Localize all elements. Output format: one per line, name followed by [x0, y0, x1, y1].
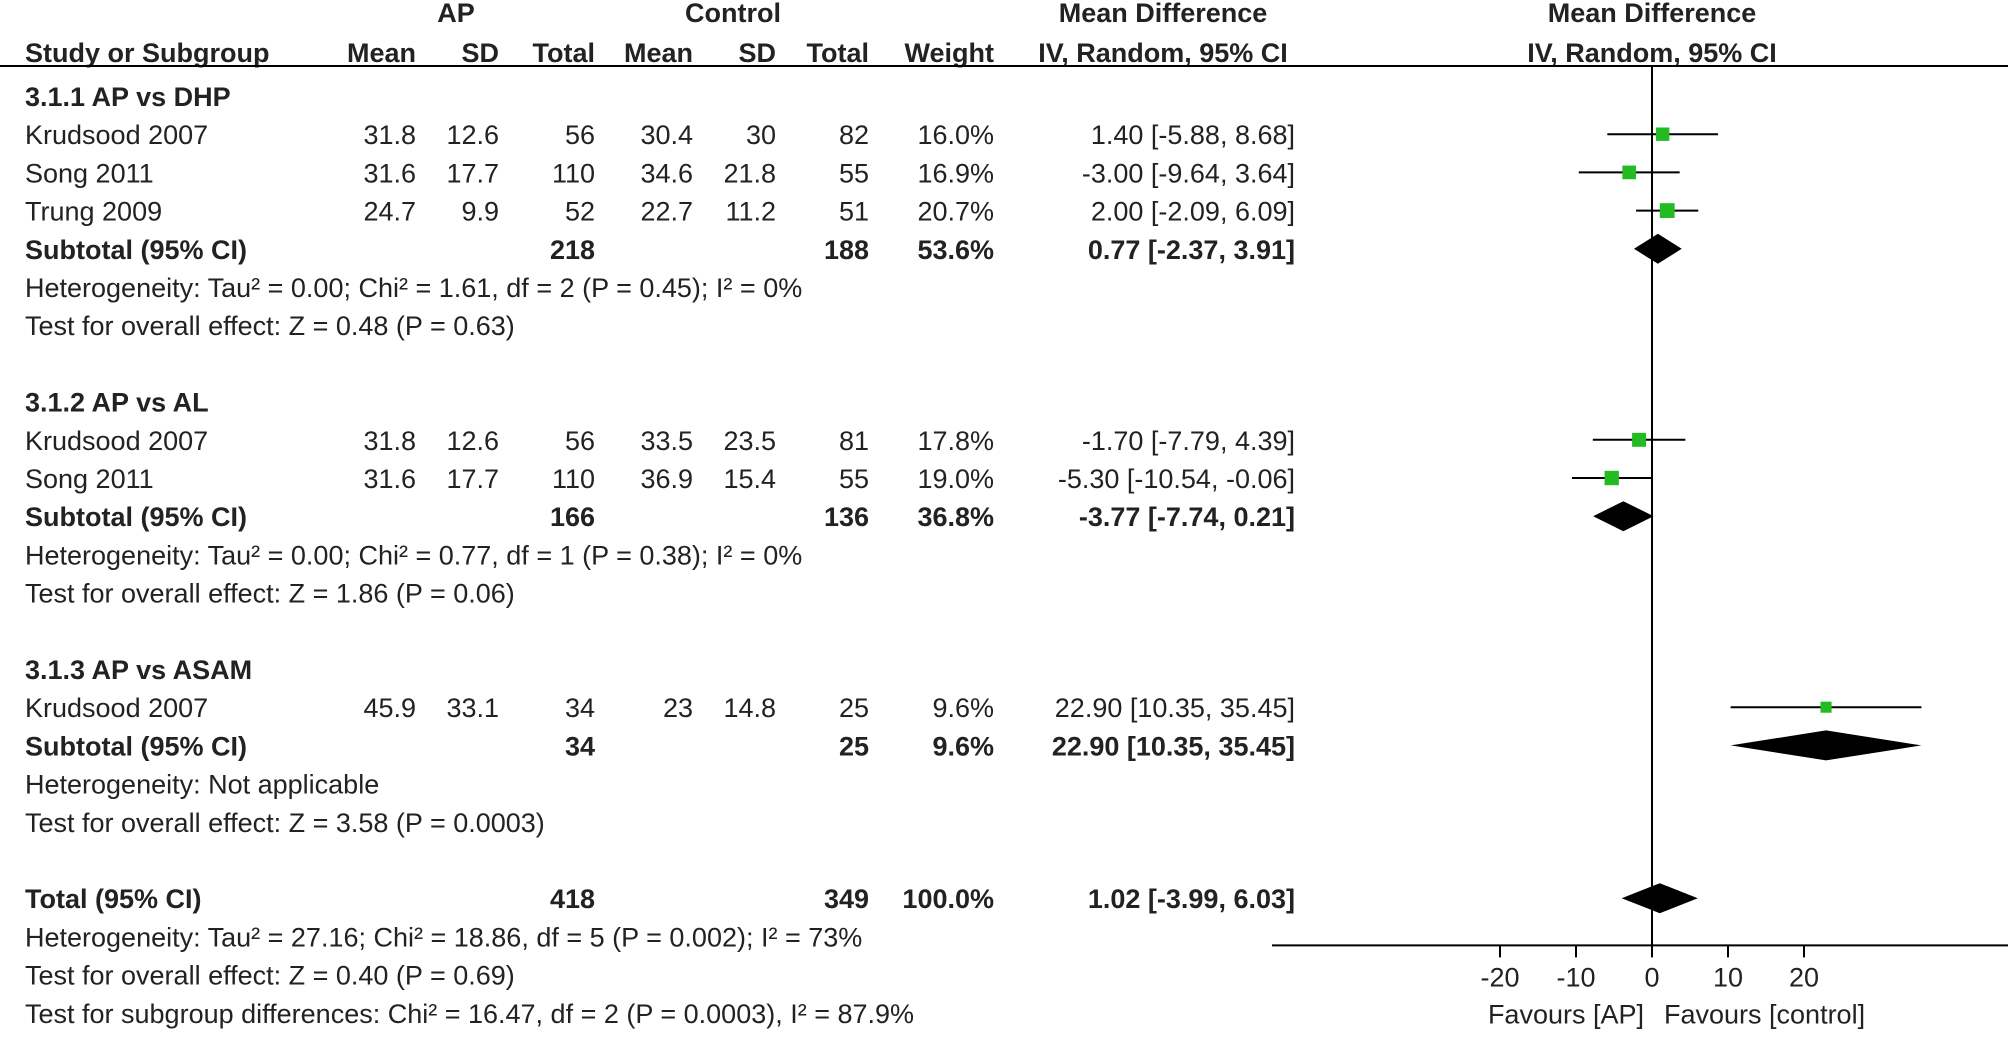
mean-control-cell: 30.4 [640, 120, 693, 151]
total-control-cell: 55 [838, 464, 869, 494]
mean-control-cell: 36.9 [640, 464, 693, 494]
ci-cell: 1.40 [-5.88, 8.68] [1090, 120, 1295, 151]
ci-cell: 22.90 [10.35, 35.45] [1051, 731, 1295, 762]
sd-ap-cell: 33.1 [446, 693, 499, 724]
study-label: Krudsood 2007 [25, 120, 209, 151]
weight-cell: 20.7% [917, 196, 994, 227]
weight-cell: 19.0% [917, 464, 994, 494]
total-ap-cell: 56 [564, 425, 595, 456]
ci-cell: 22.90 [10.35, 35.45] [1054, 693, 1295, 724]
note-text: Test for overall effect: Z = 0.48 (P = 0.63) [25, 311, 515, 342]
table-rows [25, 82, 1295, 1029]
total-control-cell: 81 [838, 425, 869, 456]
pooled-diamond [1593, 501, 1653, 531]
table-row-study [25, 426, 1295, 456]
study-label: Subtotal (95% CI) [25, 234, 248, 265]
note-text: Test for overall effect: Z = 3.58 (P = 0.0003) [25, 807, 545, 838]
sd-ap-cell: 17.7 [446, 158, 499, 189]
sd-control-cell: 14.8 [723, 693, 776, 724]
effect-square [1605, 471, 1619, 485]
study-label: Krudsood 2007 [25, 693, 209, 724]
mean-ap-cell: 31.8 [363, 425, 416, 456]
total-ap-cell: 52 [564, 196, 595, 227]
total-control-cell: 25 [838, 731, 869, 762]
ci-cell: 2.00 [-2.09, 6.09] [1090, 196, 1295, 227]
study-label: Krudsood 2007 [25, 425, 209, 456]
mean-control-cell: 34.6 [640, 158, 693, 189]
header-md-title: Mean Difference [1058, 0, 1268, 28]
x-tick-label: 20 [1788, 962, 1820, 993]
total-control-cell: 349 [823, 884, 869, 915]
ci-cell: -1.70 [-7.79, 4.39] [1081, 425, 1295, 456]
weight-cell: 17.8% [917, 425, 994, 456]
header-plot-title: Mean Difference [1547, 0, 1757, 28]
header-group-ap: AP [437, 0, 475, 28]
table-row-group [25, 388, 209, 418]
sd-control-cell: 11.2 [725, 196, 776, 227]
effect-square [1656, 128, 1669, 141]
note-text: Heterogeneity: Tau² = 27.16; Chi² = 18.86, df = 5 (P = 0.002); I² = 73% [25, 922, 863, 953]
x-tick-label: -20 [1480, 962, 1520, 993]
total-control-cell: 55 [838, 158, 869, 189]
header-sd-control: SD [738, 38, 776, 68]
favours-left-label: Favours [AP] [1487, 999, 1644, 1030]
x-tick-label: -10 [1556, 962, 1596, 993]
total-ap-cell: 34 [564, 693, 595, 724]
mean-control-cell: 33.5 [640, 425, 693, 456]
weight-cell: 16.9% [917, 158, 994, 189]
header-mean-control: Mean [623, 38, 693, 68]
mean-ap-cell: 31.8 [363, 120, 416, 151]
mean-control-cell: 22.7 [640, 196, 693, 227]
mean-ap-cell: 31.6 [363, 464, 416, 494]
study-label: Total (95% CI) [25, 884, 202, 915]
sd-control-cell: 23.5 [723, 425, 776, 456]
note-text: Heterogeneity: Tau² = 0.00; Chi² = 1.61, df = 2 (P = 0.45); I² = 0% [25, 273, 803, 303]
weight-cell: 36.8% [917, 502, 994, 533]
sd-control-cell: 15.4 [723, 464, 776, 494]
weight-cell: 16.0% [917, 120, 994, 151]
ci-cell: 0.77 [-2.37, 3.91] [1087, 234, 1295, 265]
x-tick-label: 0 [1644, 962, 1660, 993]
effect-square [1821, 702, 1832, 713]
total-ap-cell: 110 [551, 464, 595, 494]
sd-ap-cell: 12.6 [446, 120, 499, 151]
weight-cell: 53.6% [917, 234, 994, 265]
total-control-cell: 82 [838, 120, 869, 151]
mean-control-cell: 23 [662, 693, 693, 724]
header-group-control: Control [685, 0, 781, 28]
sd-ap-cell: 17.7 [446, 464, 499, 494]
table-row-study [25, 464, 1295, 494]
mean-ap-cell: 31.6 [363, 158, 416, 189]
effect-square [1622, 166, 1636, 180]
table-row-note [25, 770, 379, 800]
pooled-diamond [1731, 730, 1922, 760]
table-row-note [25, 273, 802, 303]
note-text: Test for overall effect: Z = 1.86 (P = 0.06) [25, 578, 515, 609]
total-ap-cell: 166 [549, 502, 595, 533]
weight-cell: 100.0% [902, 884, 994, 915]
weight-cell: 9.6% [932, 693, 994, 724]
weight-cell: 9.6% [932, 731, 994, 762]
study-label: Subtotal (95% CI) [25, 502, 248, 533]
pooled-diamond [1634, 234, 1682, 264]
table-row-note [25, 808, 545, 838]
total-control-cell: 188 [823, 234, 869, 265]
study-label: 3.1.1 AP vs DHP [25, 82, 231, 112]
header-sd-ap: SD [461, 38, 499, 68]
sd-ap-cell: 9.9 [461, 196, 499, 227]
mean-ap-cell: 45.9 [363, 693, 416, 724]
header-plot-method: IV, Random, 95% CI [1527, 38, 1777, 68]
total-ap-cell: 418 [549, 884, 595, 915]
table-row-subtotal [25, 235, 1295, 265]
table-row-subtotal [25, 731, 1295, 761]
effect-square [1660, 203, 1675, 218]
header-mean-ap: Mean [346, 38, 416, 68]
table-row-total [25, 884, 1295, 914]
plot-area [1272, 66, 2008, 1029]
table-row-subtotal [25, 502, 1295, 532]
header-total-control: Total [806, 38, 869, 68]
table-row-note [25, 579, 515, 609]
total-control-cell: 25 [838, 693, 869, 724]
table-row-study [25, 197, 1295, 227]
study-label: 3.1.2 AP vs AL [25, 387, 209, 418]
total-control-cell: 136 [823, 502, 869, 533]
study-label: Trung 2009 [25, 196, 163, 227]
ci-cell: -3.77 [-7.74, 0.21] [1078, 502, 1295, 533]
note-text: Test for overall effect: Z = 0.40 (P = 0.69) [25, 960, 515, 991]
note-text: Test for subgroup differences: Chi² = 16.47, df = 2 (P = 0.0003), I² = 87.9% [25, 998, 915, 1029]
table-row-note [25, 311, 515, 341]
table-row-study [25, 120, 1295, 150]
total-ap-cell: 56 [564, 120, 595, 151]
total-ap-cell: 218 [549, 234, 595, 265]
table-row-group [25, 655, 252, 685]
ci-cell: 1.02 [-3.99, 6.03] [1087, 884, 1295, 915]
header-study: Study or Subgroup [25, 38, 270, 68]
header-total-ap: Total [532, 38, 595, 68]
table-row-note [25, 540, 802, 570]
sd-ap-cell: 12.6 [446, 425, 499, 456]
table-row-note [25, 999, 914, 1029]
table-row-note [25, 922, 862, 952]
total-control-cell: 51 [838, 196, 869, 227]
note-text: Heterogeneity: Not applicable [25, 769, 380, 800]
study-label: Song 2011 [25, 464, 154, 494]
total-ap-cell: 34 [564, 731, 595, 762]
note-text: Heterogeneity: Tau² = 0.00; Chi² = 0.77, df = 1 (P = 0.38); I² = 0% [25, 540, 803, 571]
ci-cell: -3.00 [-9.64, 3.64] [1081, 158, 1295, 189]
effect-square [1632, 433, 1646, 447]
header-weight: Weight [904, 38, 994, 68]
table-row-group [25, 82, 231, 112]
ci-cell: -5.30 [-10.54, -0.06] [1057, 464, 1295, 494]
sd-control-cell: 30 [745, 120, 776, 151]
header-md-method: IV, Random, 95% CI [1038, 38, 1288, 68]
x-tick-label: 10 [1712, 962, 1744, 993]
pooled-diamond [1622, 883, 1698, 913]
table-row-note [25, 961, 515, 991]
study-label: Song 2011 [25, 158, 154, 189]
study-label: Subtotal (95% CI) [25, 731, 248, 762]
sd-control-cell: 21.8 [723, 158, 776, 189]
mean-ap-cell: 24.7 [363, 196, 416, 227]
total-ap-cell: 110 [551, 158, 595, 189]
table-row-study [25, 158, 1295, 188]
study-label: 3.1.3 AP vs ASAM [25, 655, 253, 685]
table-row-study [25, 693, 1295, 723]
favours-right-label: Favours [control] [1664, 999, 1866, 1030]
